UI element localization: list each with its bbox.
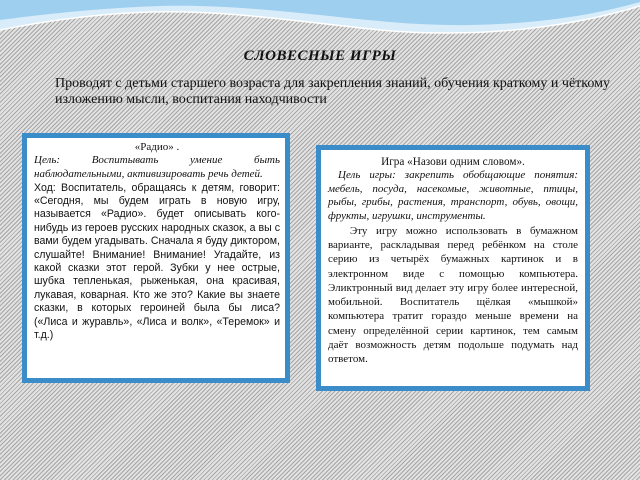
game-radio-procedure: Ход: Воспитатель, обращаясь к детям, говорит: «Сегодня, мы будем играть в новую игру, называется «Радио». будет описывать кого-нибудь из героев русских народных сказок, а вы с вами будем угадывать. Сначала я буду диктором, слушайте! Внимание! Внимание! Угадайте, из какой сказки этот герой. Зубки у нее острые, шубка тепленькая, рыженькая, она красивая, лукавая, коварная. Кто же это? Какие вы знаете сказки, в которых героиней была бы лиса? («Лиса и журавль», «Лиса и волк», «Теремок» и т.д.) bbox=[34, 181, 280, 342]
game-one-word-title: Игра «Назови одним словом». bbox=[381, 156, 525, 168]
game-card-one-word bbox=[316, 145, 590, 391]
game-one-word-goal: Цель игры: закрепить обобщающие понятия: мебель, посуда, насекомые, животные, птицы, рыбы, грибы, растения, транспорт, обувь, овощи, фрукты, игрушки, инструменты. bbox=[328, 169, 578, 223]
decorative-wave-header bbox=[0, 0, 640, 50]
page-title: СЛОВЕСНЫЕ ИГРЫ bbox=[243, 48, 397, 64]
game-card-radio bbox=[22, 133, 290, 383]
game-radio-title: «Радио» . bbox=[134, 141, 180, 153]
game-one-word-description: Эту игру можно использовать в бумажном варианте, раскладывая перед ребёнком на столе серию из четырёх бумажных картинок и в электронном виде с помощью компьютера. Эликтронный вид делает эту игру более интересной, мобильной. Воспитатель щёлкая «мышкой» компьютера тратит гораздо меньше времени на смену определённой серии картинок, тем самым даёт возможность детям подольше подумать над ответом. bbox=[328, 224, 578, 366]
game-radio-goal: Цель: Воспитывать умение быть наблюдательными, активизировать речь детей. bbox=[34, 154, 280, 180]
intro-text: Проводят с детьми старшего возраста для закрепления знаний, обучения краткому и чёткому изложению мысли, воспитания находчивости bbox=[55, 76, 610, 107]
